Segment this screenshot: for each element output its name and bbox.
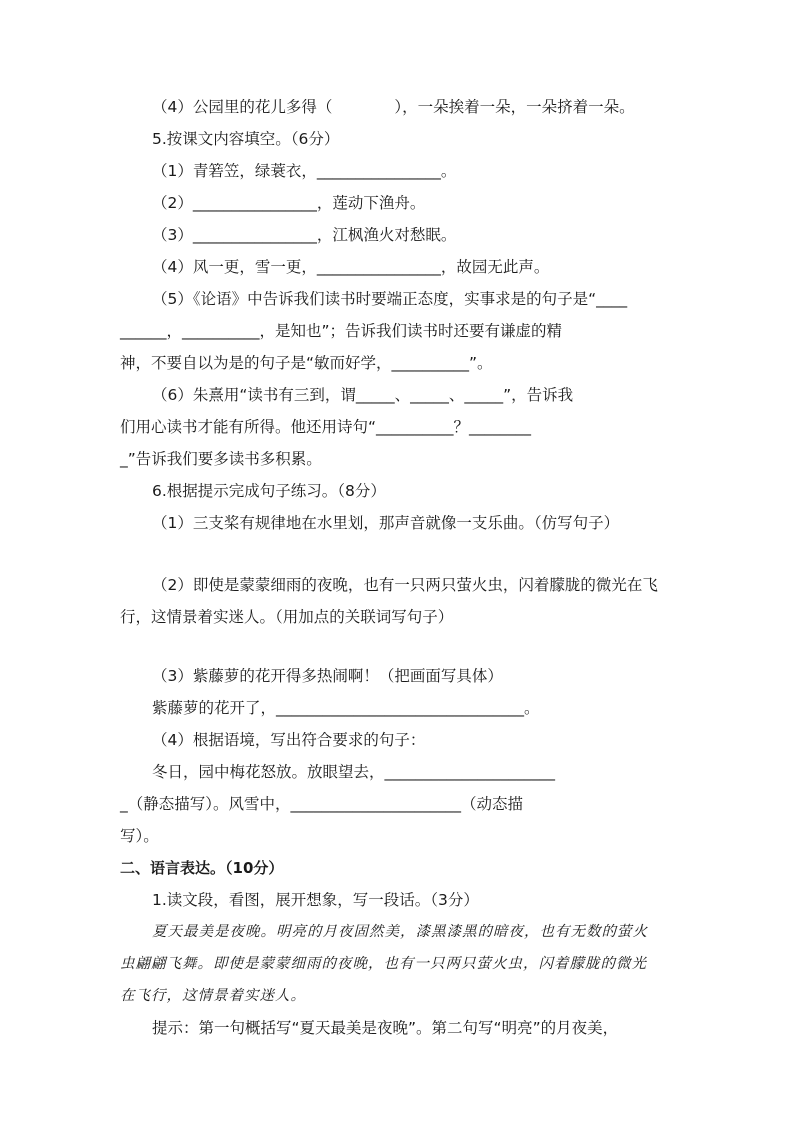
q6-heading: 6.根据提示完成句子练习。（8分） [152, 482, 386, 500]
q5-5-line2: ______，__________，是知也”；告诉我们读书时还要有谦虚的精 [120, 322, 563, 340]
q5-6-line2: 们用心读书才能有所得。他还用诗句“__________？________ [120, 418, 532, 436]
q6-2-line1: （2）即使是蒙蒙细雨的夜晚，也有一只两只萤火虫，闪着朦胧的微光在飞 [152, 576, 658, 594]
q6-2-line2: 行，这情景着实迷人。（用加点的关联词写句子） [120, 608, 454, 626]
q5-4: （4）风一更，雪一更，________________，故园无此声。 [152, 258, 550, 276]
hint-line: 提示：第一句概括写“夏天最美是夜晚”。第二句写“明亮”的月夜美， [152, 1019, 619, 1037]
q6-4-answer-line3: 写）。 [120, 827, 159, 845]
q6-3: （3）紫藤萝的花开得多热闹啊！（把画面写具体） [152, 667, 503, 685]
q6-3-answer: 紫藤萝的花开了，________________________________。 [152, 699, 540, 717]
q5-1: （1）青箬笠，绿蓑衣，________________。 [152, 162, 457, 180]
q5-heading: 5.按课文内容填空。（6分） [152, 130, 340, 148]
passage-line3: 在飞行，这情景着实迷人。 [120, 988, 306, 1004]
q6-1: （1）三支桨有规律地在水里划，那声音就像一支乐曲。（仿写句子） [152, 514, 620, 532]
q5-5-line1: （5）《论语》中告诉我们读书时要端正态度，实事求是的句子是“____ [152, 290, 628, 308]
s2-q1-heading: 1.读文段，看图，展开想象，写一段话。（3分） [152, 891, 479, 909]
q5-6-line3: _”告诉我们要多读书多积累。 [120, 450, 322, 468]
passage-line1: 夏天最美是夜晚。明亮的月夜固然美，漆黑漆黑的暗夜，也有无数的萤火 [152, 924, 648, 940]
section-2-heading: 二、语言表达。（10分） [120, 859, 284, 877]
q5-2: （2）________________，莲动下渔舟。 [152, 194, 426, 212]
q5-5-line3: 神，不要自以为是的句子是“敏而好学，__________”。 [120, 354, 493, 372]
passage-line2: 虫翩翩飞舞。即使是蒙蒙细雨的夜晚，也有一只两只萤火虫，闪着朦胧的微光 [120, 956, 647, 972]
q6-4-answer-line2: _（静态描写）。风雪中，______________________（动态描 [120, 795, 524, 813]
q4-4-flowers: （4）公园里的花儿多得（ ），一朵挨着一朵，一朵挤着一朵。 [152, 98, 635, 116]
q6-4: （4）根据语境，写出符合要求的句子： [152, 731, 426, 749]
q5-6-line1: （6）朱熹用“读书有三到，谓_____、_____、_____”，告诉我 [152, 386, 574, 404]
q6-4-answer-line1: 冬日，园中梅花怒放。放眼望去，______________________ [152, 763, 556, 781]
q5-3: （3）________________，江枫渔火对愁眠。 [152, 226, 457, 244]
